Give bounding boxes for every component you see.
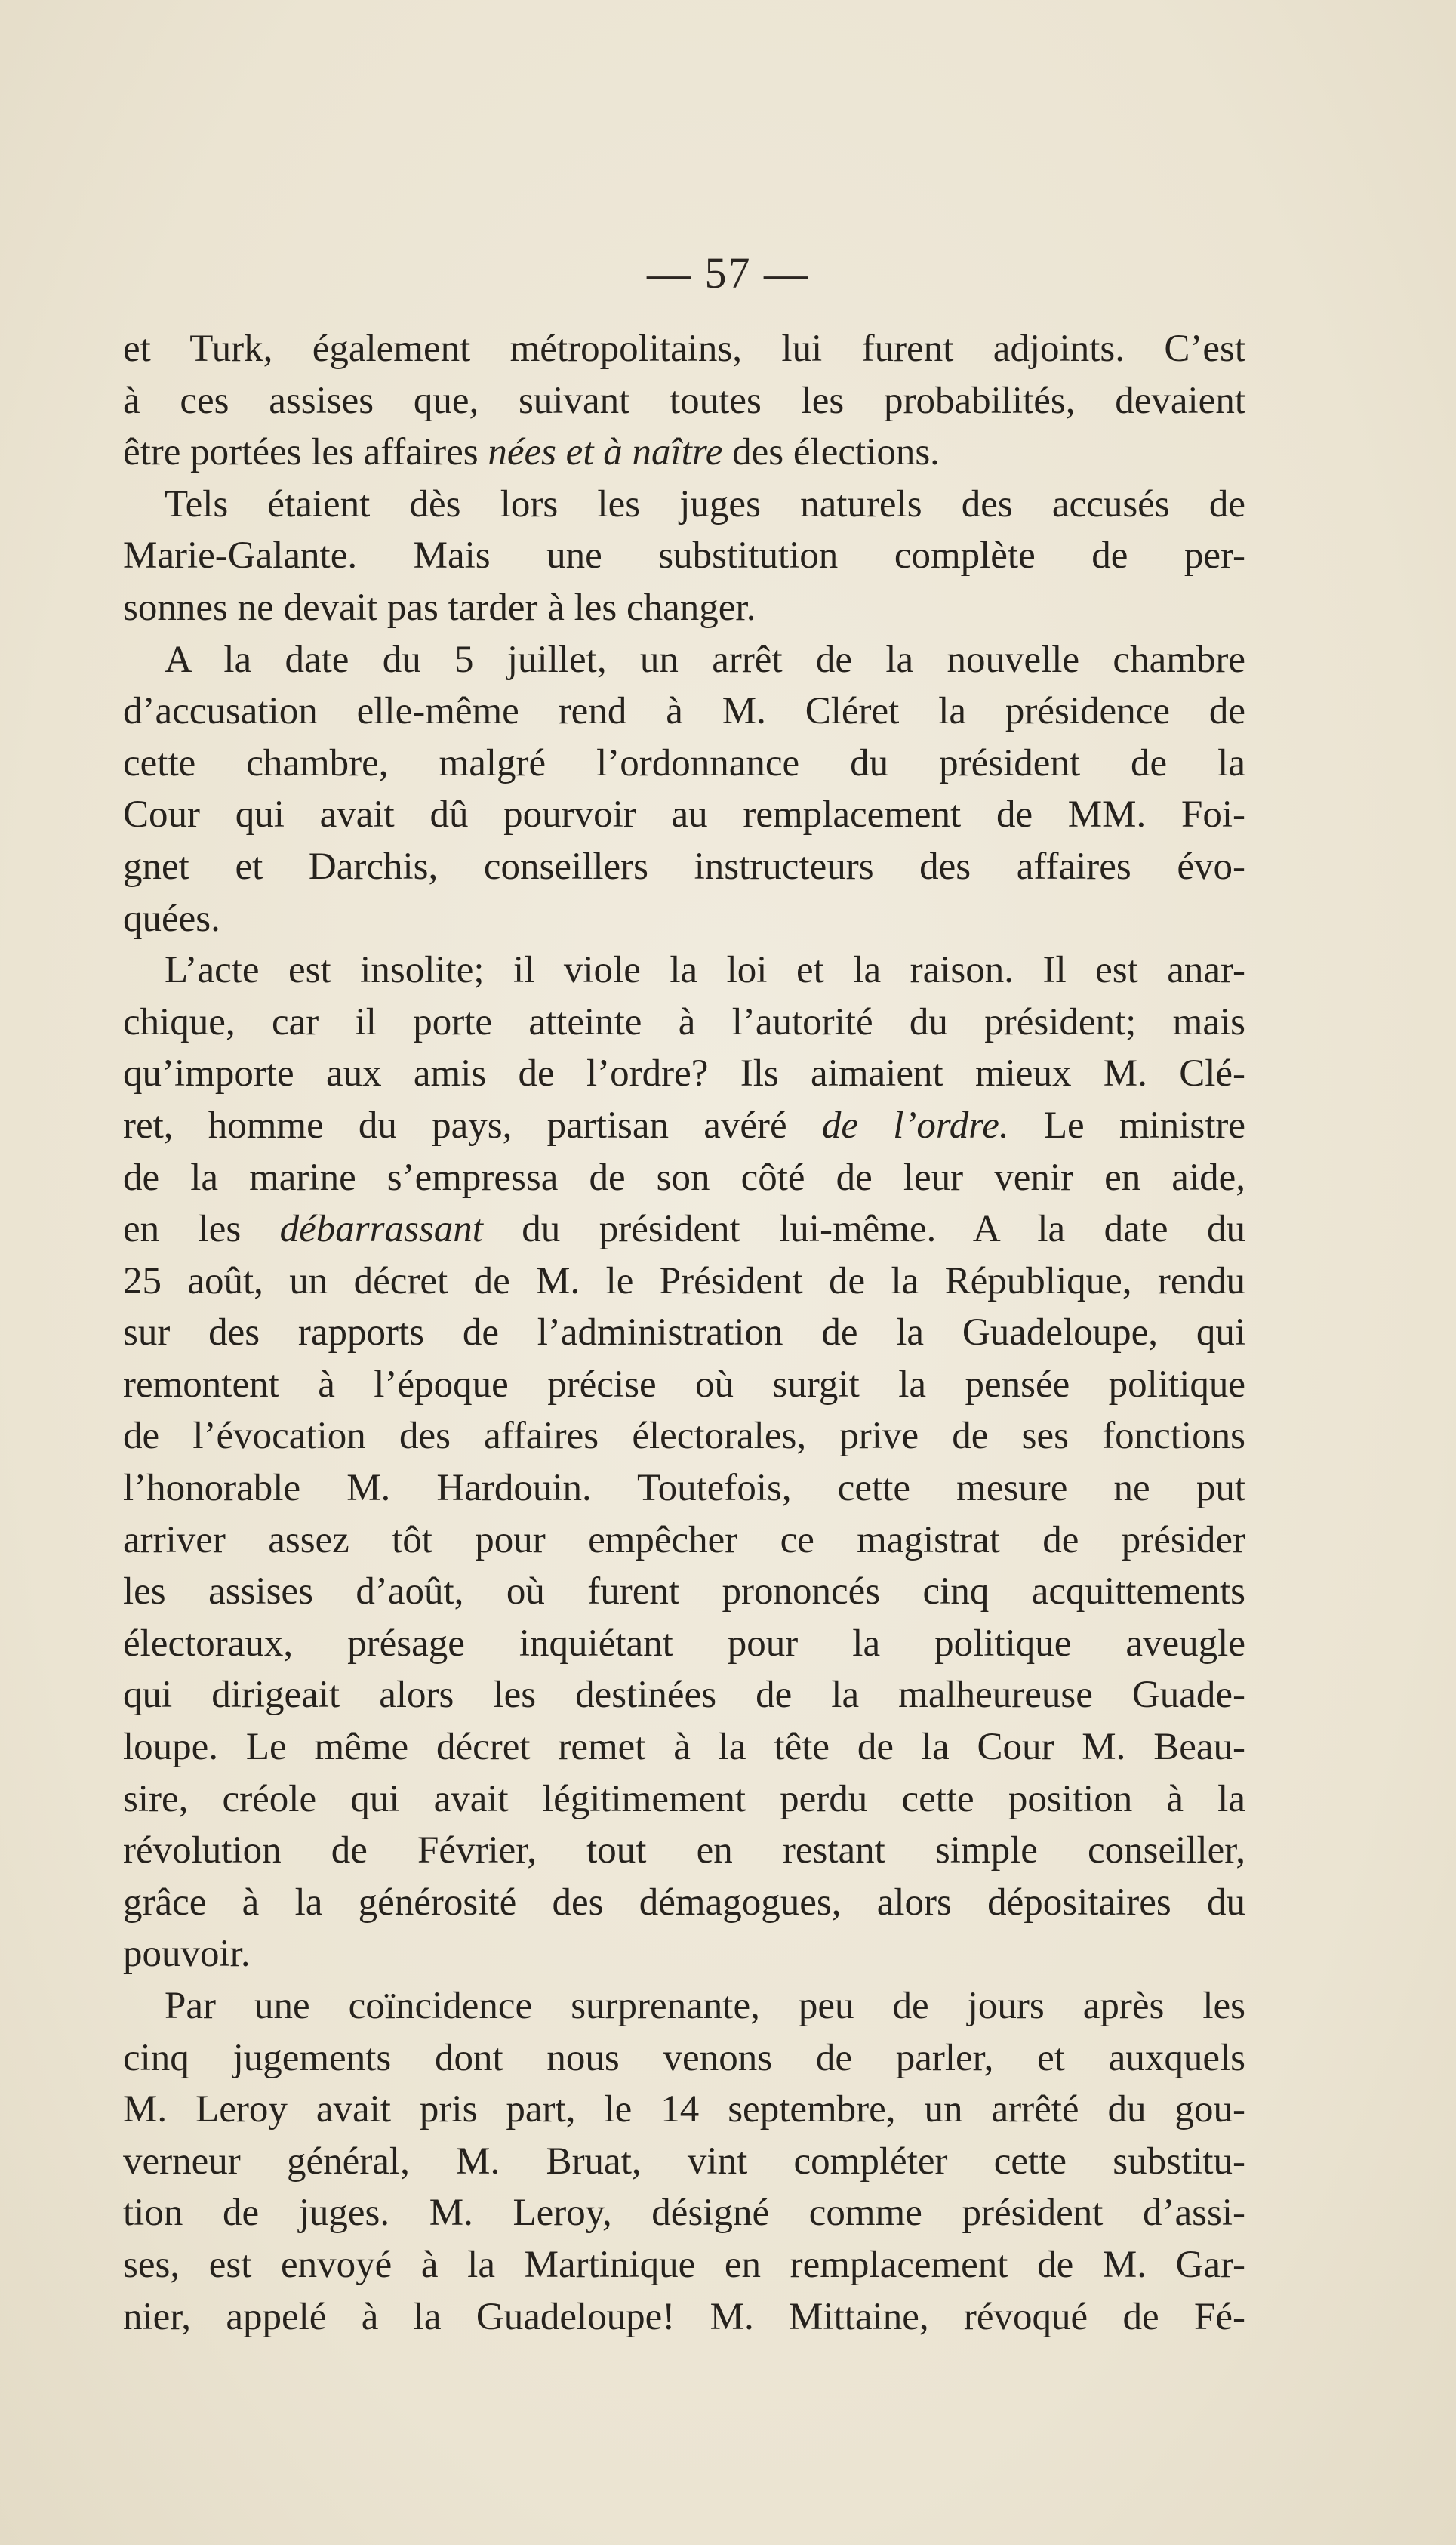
text-line: à ces assises que, suivant toutes les probabilités, devaient xyxy=(123,379,1245,422)
text-segment: Le ministre xyxy=(1008,1104,1245,1147)
text-line: pouvoir. xyxy=(123,1933,251,1976)
text-segment: être portées les affaires xyxy=(123,431,488,474)
text-line xyxy=(123,1100,1245,1152)
italic-phrase: de l’ordre. xyxy=(821,1104,1009,1147)
text-line: nier, appelé à la Guadeloupe! M. Mittaine, révoqué de Fé- xyxy=(123,2295,1245,2338)
text-line: et Turk, également métropolitains, lui furent adjoints. C’est xyxy=(123,328,1245,370)
text-line: Marie-Galante. Mais une substitution complète de per- xyxy=(123,535,1245,578)
text-line: quées. xyxy=(123,897,220,940)
text-line: ses, est envoyé à la Martinique en remplacement de M. Gar- xyxy=(123,2243,1245,2286)
text-line: sonnes ne devait pas tarder à les changer. xyxy=(123,586,756,629)
text-line: l’honorable M. Hardouin. Toutefois, cette mesure ne put xyxy=(123,1467,1245,1510)
text-line xyxy=(123,427,1245,479)
text-line xyxy=(123,1203,1245,1256)
text-line: verneur général, M. Bruat, vint compléter cette substitu- xyxy=(123,2140,1245,2183)
text-line: d’accusation elle-même rend à M. Cléret la présidence de xyxy=(123,690,1245,733)
text-line: qui dirigeait alors les destinées de la malheureuse Guade- xyxy=(123,1674,1245,1717)
text-line: grâce à la générosité des démagogues, alors dépositaires du xyxy=(123,1881,1245,1924)
text-line: qu’importe aux amis de l’ordre? Ils aimaient mieux M. Clé- xyxy=(123,1052,1245,1095)
text-segment: ret, homme du pays, partisan avéré xyxy=(123,1104,822,1147)
text-line: L’acte est insolite; il viole la loi et la raison. Il est anar- xyxy=(165,949,1245,992)
italic-phrase: débarrassant xyxy=(279,1208,483,1251)
text-line: A la date du 5 juillet, un arrêt de la nouvelle chambre xyxy=(165,638,1245,681)
page-number: — 57 — xyxy=(647,248,809,297)
text-line: Cour qui avait dû pourvoir au remplacement de MM. Foi- xyxy=(123,793,1245,837)
text-line: Tels étaient dès lors les juges naturels des accusés de xyxy=(165,482,1245,525)
text-line: remontent à l’époque précise où surgit la pensée politique xyxy=(123,1363,1245,1406)
text-line: électoraux, présage inquiétant pour la politique aveugle xyxy=(123,1622,1245,1665)
text-line: sur des rapports de l’administration de la Guadeloupe, qui xyxy=(123,1311,1245,1354)
text-line: loupe. Le même décret remet à la tête de la Cour M. Beau- xyxy=(123,1726,1245,1769)
italic-phrase: nées et à naître xyxy=(488,431,723,474)
text-line: sire, créole qui avait légitimement perdu cette position à la xyxy=(123,1777,1245,1820)
text-line: chique, car il porte atteinte à l’autorité du président; mais xyxy=(123,1000,1245,1043)
text-line: Par une coïncidence surprenante, peu de jours après les xyxy=(165,1985,1245,2027)
text-line: de la marine s’empressa de son côté de leur venir en aide, xyxy=(123,1156,1245,1199)
text-line: les assises d’août, où furent prononcés cinq acquittements xyxy=(123,1570,1245,1613)
text-line: arriver assez tôt pour empêcher ce magistrat de présider xyxy=(123,1518,1245,1561)
text-line: cinq jugements dont nous venons de parler, et auxquels xyxy=(123,2036,1245,2079)
text-line: tion de juges. M. Leroy, désigné comme président d’assi- xyxy=(123,2192,1245,2235)
body-text xyxy=(123,323,1245,2343)
text-line: M. Leroy avait pris part, le 14 septembre, un arrêté du gou- xyxy=(123,2088,1245,2131)
text-line: 25 août, un décret de M. le Président de la République, rendu xyxy=(123,1259,1245,1302)
text-segment: des élections. xyxy=(722,431,940,474)
text-line: gnet et Darchis, conseillers instructeurs des affaires évo- xyxy=(123,845,1245,888)
text-line: cette chambre, malgré l’ordonnance du président de la xyxy=(123,741,1245,784)
text-segment: en les xyxy=(123,1208,280,1251)
text-line: révolution de Février, tout en restant simple conseiller, xyxy=(123,1829,1245,1872)
text-line: de l’évocation des affaires électorales, prive de ses fonctions xyxy=(123,1415,1245,1458)
text-segment: du président lui-même. A la date du xyxy=(482,1208,1246,1251)
